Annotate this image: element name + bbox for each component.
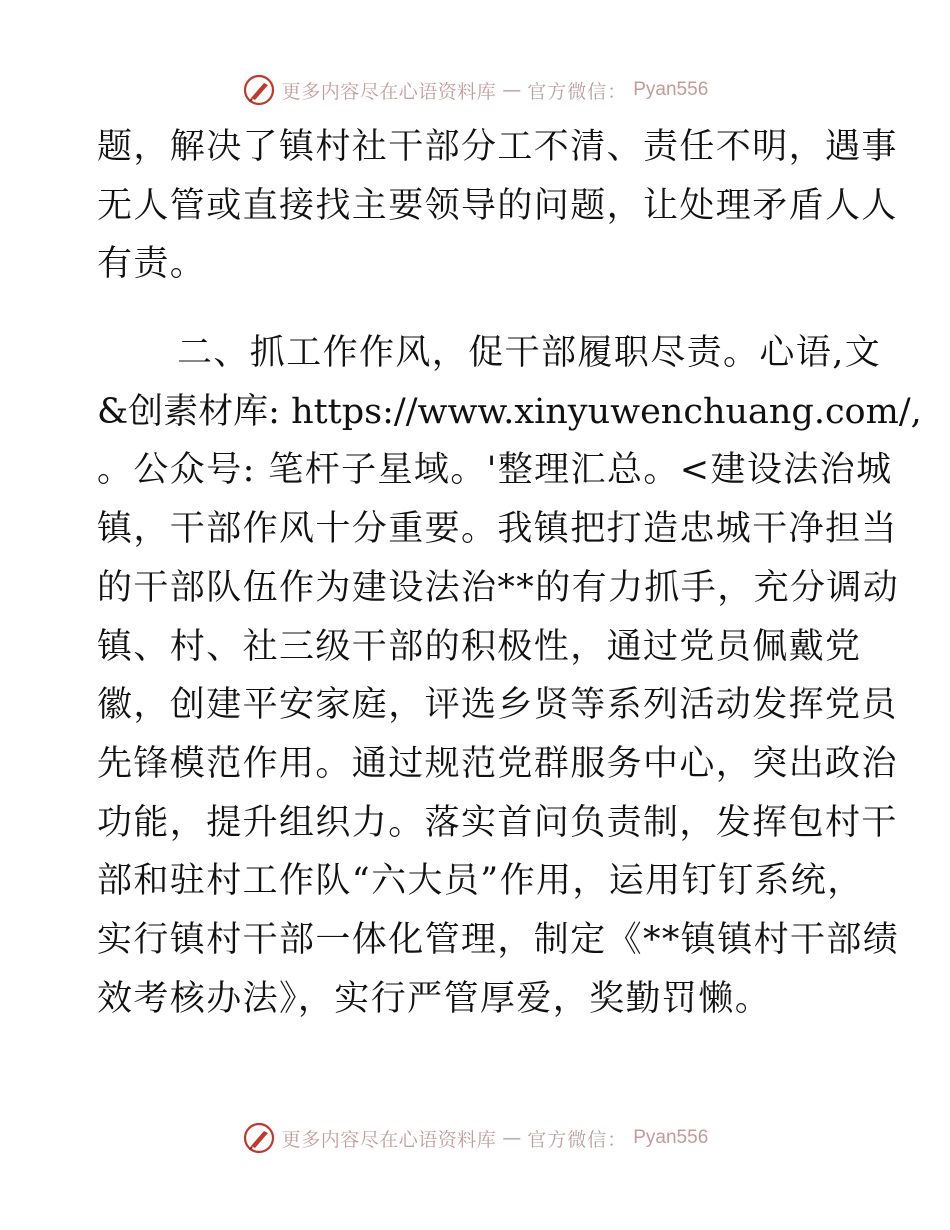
text-line: 效考核办法》，实行严管厚爱，奖勤罚懒。 (97, 978, 772, 1019)
text-line: 镇，干部作风十分重要。我镇把打造忠城干净担当 (97, 509, 898, 550)
text-line-url: &创素材库: https://www.xinyuwenchuang.com/, (97, 391, 922, 432)
text-line: 镇、村、社三级干部的积极性，通过党员佩戴党 (97, 626, 862, 667)
text-line: 部和驻村工作队“六大员”作用，运用钉钉系统， (97, 861, 864, 902)
watermark-dash: — (502, 79, 522, 101)
text-line: 。公众号: 笔杆子星域。'整理汇总。<建设法治城 (97, 450, 893, 491)
text-line: 二、抓工作作风，促干部履职尽责。心语,文 (177, 333, 882, 374)
watermark-footer (0, 1118, 950, 1158)
paragraph-2 (97, 324, 922, 1028)
watermark-wechat-id: Pyan556 (633, 1127, 709, 1148)
pen-feather-icon (242, 1121, 276, 1155)
document-body (97, 118, 922, 1028)
watermark-wechat-id: Pyan556 (633, 79, 709, 100)
watermark-wechat-label: 官方微信： (527, 80, 628, 103)
text-line: 徽，创建平安家庭，评选乡贤等系列活动发挥党员 (97, 685, 898, 726)
watermark-main-text: 更多内容尽在心语资料库 (281, 1128, 497, 1151)
pen-feather-icon (242, 73, 276, 107)
paragraph-1 (97, 118, 898, 294)
text-line: 先锋模范作用。通过规范党群服务中心，突出政治 (97, 743, 898, 784)
watermark-wechat-label: 官方微信： (527, 1128, 628, 1151)
text-line: 无人管或直接找主要领导的问题，让处理矛盾人人 (97, 185, 898, 226)
text-line: 有责。 (97, 244, 207, 285)
watermark-main-text: 更多内容尽在心语资料库 (281, 80, 497, 103)
watermark-header (0, 70, 950, 110)
text-line: 功能，提升组织力。落实首问负责制，发挥包村干 (97, 802, 898, 843)
text-line: 实行镇村干部一体化管理，制定《**镇镇村干部绩 (97, 919, 900, 960)
watermark-dash: — (502, 1127, 522, 1149)
text-line: 题，解决了镇村社干部分工不清、责任不明，遇事 (97, 127, 898, 167)
text-line: 的干部队伍作为建设法治**的有力抓手，充分调动 (97, 567, 900, 608)
